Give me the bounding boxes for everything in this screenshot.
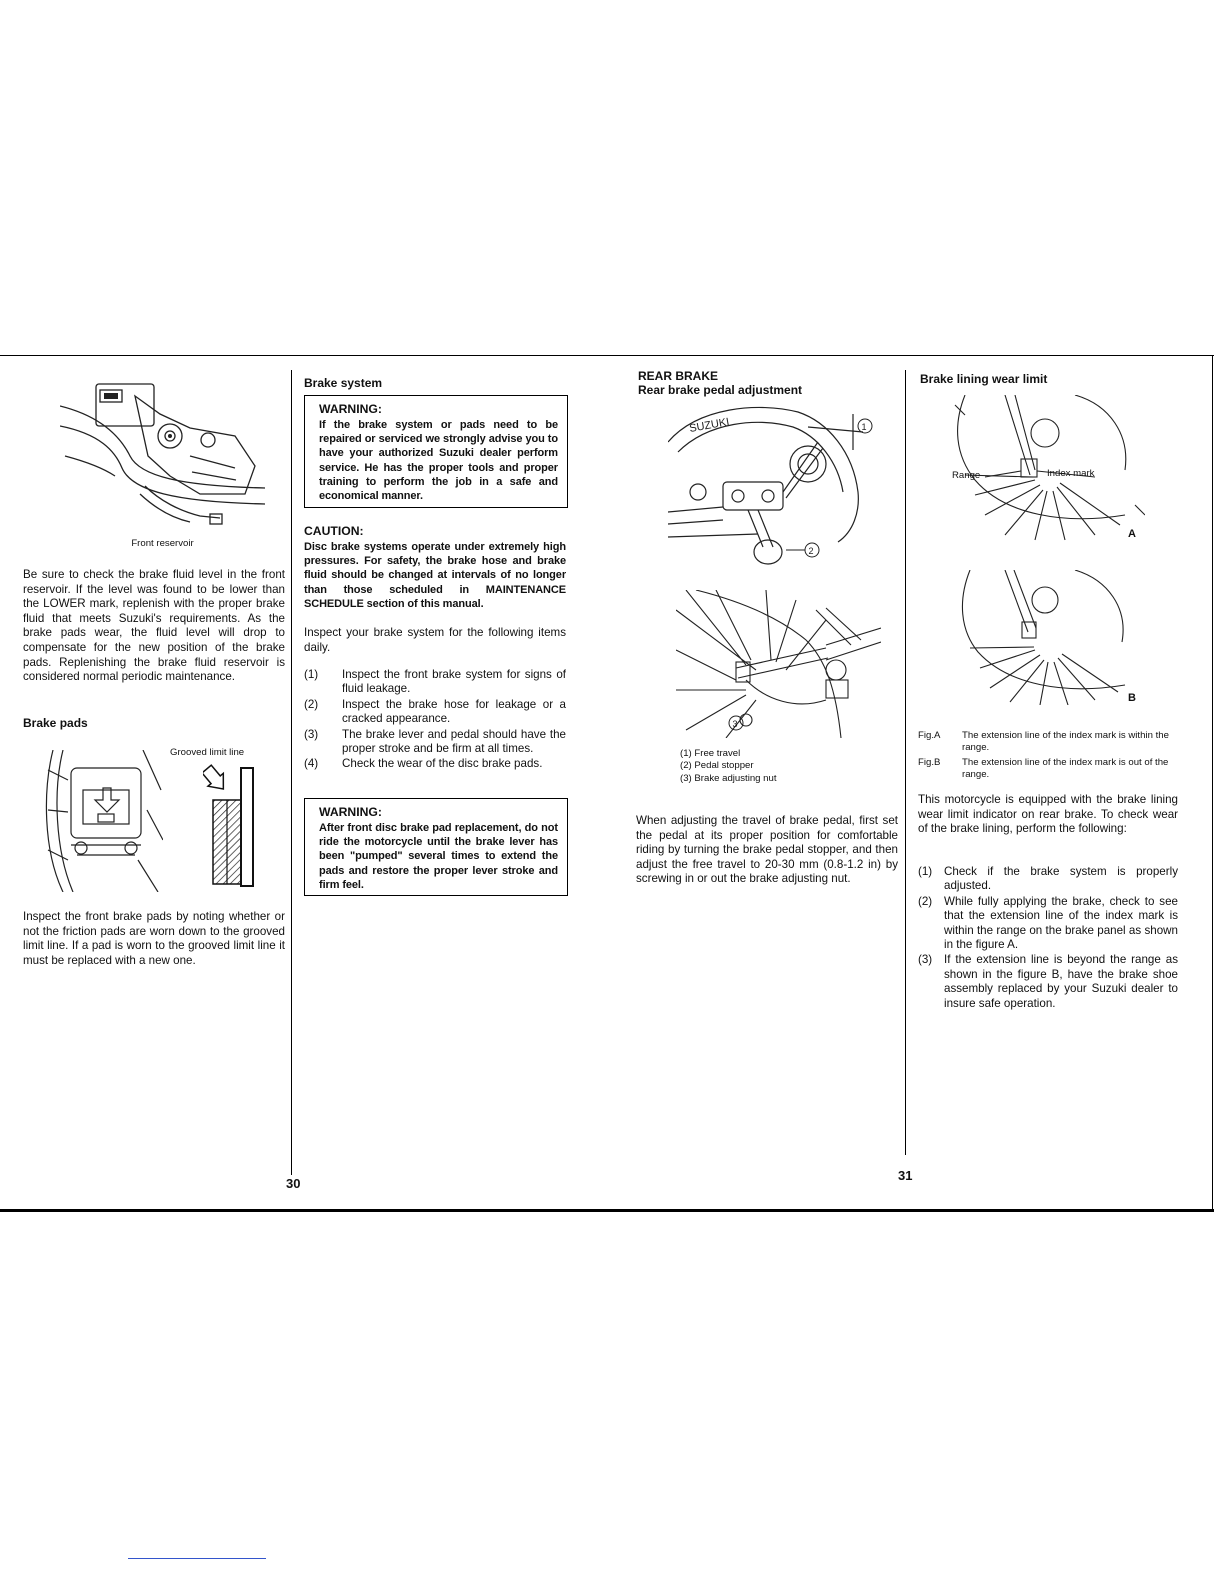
caution-title: CAUTION: [304,524,364,538]
front-reservoir-caption: Front reservoir [131,538,194,549]
caption-free-travel: (1) Free travel [680,748,741,759]
list-item: (4) Check the wear of the disc brake pads. [304,757,543,771]
front-reservoir-illustration [60,376,265,526]
svg-text:2: 2 [808,546,814,556]
daily-inspection-list [304,668,566,773]
brake-pads-illustration [43,750,163,892]
brake-pads-heading: Brake pads [23,716,88,730]
list-item: (2) Inspect the brake hose for leakage or a cracked appearance. [304,697,566,726]
column-divider-3 [905,370,906,1155]
svg-text:3: 3 [732,719,738,729]
brake-pads-paragraph: Inspect the front brake pads by noting whether or not the friction pads are worn down to the grooved limit line. If a pad is worn to the grooved limit line it must be replaced with a new one. [23,910,285,967]
index-mark-label: Index mark [1047,468,1095,479]
figure-b-letter: B [1128,692,1136,704]
rear-pedal-illustration [668,402,883,580]
caption-pedal-stopper: (2) Pedal stopper [680,760,754,772]
list-item: (1) Inspect the front brake system for signs of fluid leakage. [304,668,566,696]
fig-note-b: Fig.B The extension line of the index mark is out of the range. [918,756,1169,781]
brake-system-heading: Brake system [304,376,383,390]
top-border [0,355,1214,356]
grooved-limit-diagram [203,762,263,888]
warning-2-text: After front disc brake pad replacement, do not ride the motorcycle until the brake lever has been "pumped" several times to extend the pads and restore the proper lever stroke and firm feel. [319,822,558,891]
grooved-limit-label: Grooved limit line [170,747,245,758]
fig-note-a: Fig.A The extension line of the index mark is within the range. [918,730,1169,754]
lining-paragraph: This motorcycle is equipped with the brake lining wear limit indicator on rear brake. To check wear of the brake lining, perform the following: [918,793,1178,836]
list-item: (3) The brake lever and pedal should have the proper stroke and be firm at all times. [304,727,566,756]
warning-box-1 [304,395,568,508]
inspect-intro: Inspect your brake system for the following items daily. [304,626,566,654]
warning-1-title: WARNING: [319,402,382,416]
warning-box-2 [304,798,568,896]
footer-link-line [128,1558,266,1559]
range-label: Range [952,470,981,481]
right-border [1212,355,1213,1212]
warning-1-text: If the brake system or pads need to be repaired or serviced we strongly advise you to have your authorized Suzuki dealer perform service. He has the proper tools and proper training to perform the job in a safe and economical manner. [319,419,558,503]
reservoir-paragraph: Be sure to check the brake fluid level in the front reservoir. If the level was found to be lower than the LOWER mark, replenish with the proper brake fluid that meets Suzuki's requirements. As the brake pads wear, the fluid level will drop to compensate for the new position of the brake pads. Replenishing the brake fluid reservoir is considered normal periodic maintenance. [23,568,285,684]
rear-brake-heading: REAR BRAKE [638,369,719,383]
page-number-left: 30 [286,1176,301,1191]
pedal-paragraph: When adjusting the travel of brake pedal, first set the pedal at its proper position for comfortable riding by turning the brake pedal stopper, and then adjust the free travel to 20-30 mm (0.8-1.2 in) by screwing in or out the brake adjusting nut. [636,814,898,886]
lining-figure-b [950,570,1135,705]
svg-text:1: 1 [861,422,867,432]
brake-adjusting-nut-illustration [676,590,881,738]
list-item: (2) While fully applying the brake, check to see that the extension line of the index mark is within the range on the brake panel as shown in the figure A. [918,894,1178,952]
rear-pedal-heading: Rear brake pedal adjustment [638,383,803,397]
lining-steps-list [918,865,1178,1012]
rear-figure-captions [680,748,777,785]
page-number-right: 31 [898,1168,913,1183]
lining-wear-heading: Brake lining wear limit [920,372,1048,386]
warning-2-title: WARNING: [319,805,382,819]
caption-adjusting-nut: (3) Brake adjusting nut [680,772,777,784]
list-item: (1) Check if the brake system is properly adjusted. [918,865,1178,893]
figure-notes [918,730,1180,782]
list-item: (3) If the extension line is beyond the range as shown in the figure B, have the brake shoe assembly replaced by your Suzuki dealer to insure safe operation. [918,953,1178,1010]
column-divider-1 [291,370,292,1175]
svg-text:SUZUKI: SUZUKI [688,416,731,435]
bottom-border [0,1209,1214,1212]
figure-a-letter: A [1128,528,1136,540]
caution-text: Disc brake systems operate under extremely high pressures. For safety, the brake hose and brake fluid should be changed at intervals of no longer than those scheduled in MAINTENANCE SCHEDULE section of this manual. [304,541,566,610]
